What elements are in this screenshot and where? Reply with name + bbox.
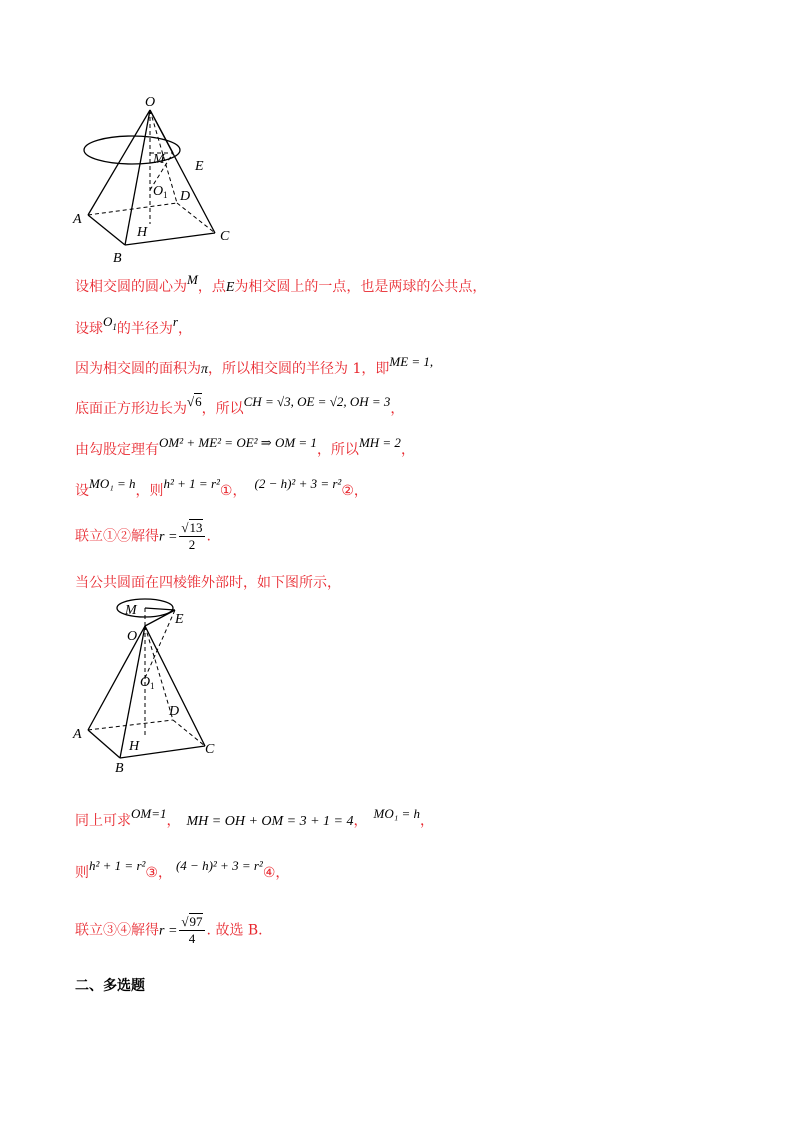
label-O1-2: O <box>140 675 151 690</box>
label-O1: O <box>153 184 164 199</box>
label-M: M <box>153 152 165 167</box>
solution-line-7: 联立①②解得r = $\frac{√13}{2}$ . <box>75 520 211 552</box>
label-A-2: A <box>73 727 82 742</box>
figure-pyramid-external <box>65 598 235 778</box>
label-H-2: H <box>129 739 140 754</box>
label-A: A <box>73 212 82 227</box>
solution-line-10: 则h² + 1 = r²③， (4 − h)² + 3 = r²④， <box>75 858 290 881</box>
solution-line-4: 底面正方形边长为√6，所以CH = √3, OE = √2, OH = 3， <box>75 394 405 417</box>
label-E-2: E <box>175 612 184 627</box>
section-heading: 二、多选题 <box>75 978 145 994</box>
solution-line-1: 设相交圆的圆心为M，点E为相交圆上的一点，也是两球的公共点， <box>75 272 487 295</box>
label-C-2: C <box>205 742 215 757</box>
label-B: B <box>113 251 122 266</box>
label-D-2: D <box>169 704 180 719</box>
label-E: E <box>195 159 204 174</box>
label-O1-sub: 1 <box>163 190 168 200</box>
solution-line-5: 由勾股定理有OM² + ME² = OE² ⇒ OM = 1，所以MH = 2， <box>75 435 415 458</box>
solution-line-9: 同上可求OM=1， MH = OH + OM = 3 + 1 = 4， MO₁ = h， <box>75 806 435 829</box>
figure-pyramid-internal <box>65 95 265 270</box>
label-O1-sub-2: 1 <box>150 681 155 691</box>
solution-line-8: 当公共圆面在四棱锥外部时，如下图所示， <box>75 575 341 591</box>
label-B-2: B <box>115 761 124 776</box>
solution-line-11: 联立③④解得r = $\frac{√97}{4}$ . 故选 B. <box>75 914 263 946</box>
label-C: C <box>220 229 230 244</box>
label-H: H <box>137 225 148 240</box>
solution-line-2: 设球$O_1$的半径为r， <box>75 314 192 337</box>
solution-line-6: 设MO₁ = h，则h² + 1 = r²①， (2 − h)² + 3 = r²②， <box>75 476 368 499</box>
label-O-2: O <box>127 629 138 644</box>
label-O: O <box>145 95 156 110</box>
label-D: D <box>180 189 191 204</box>
solution-line-3: 因为相交圆的面积为π，所以相交圆的半径为 1，即ME = 1, <box>75 354 434 377</box>
label-M-2: M <box>125 603 137 618</box>
